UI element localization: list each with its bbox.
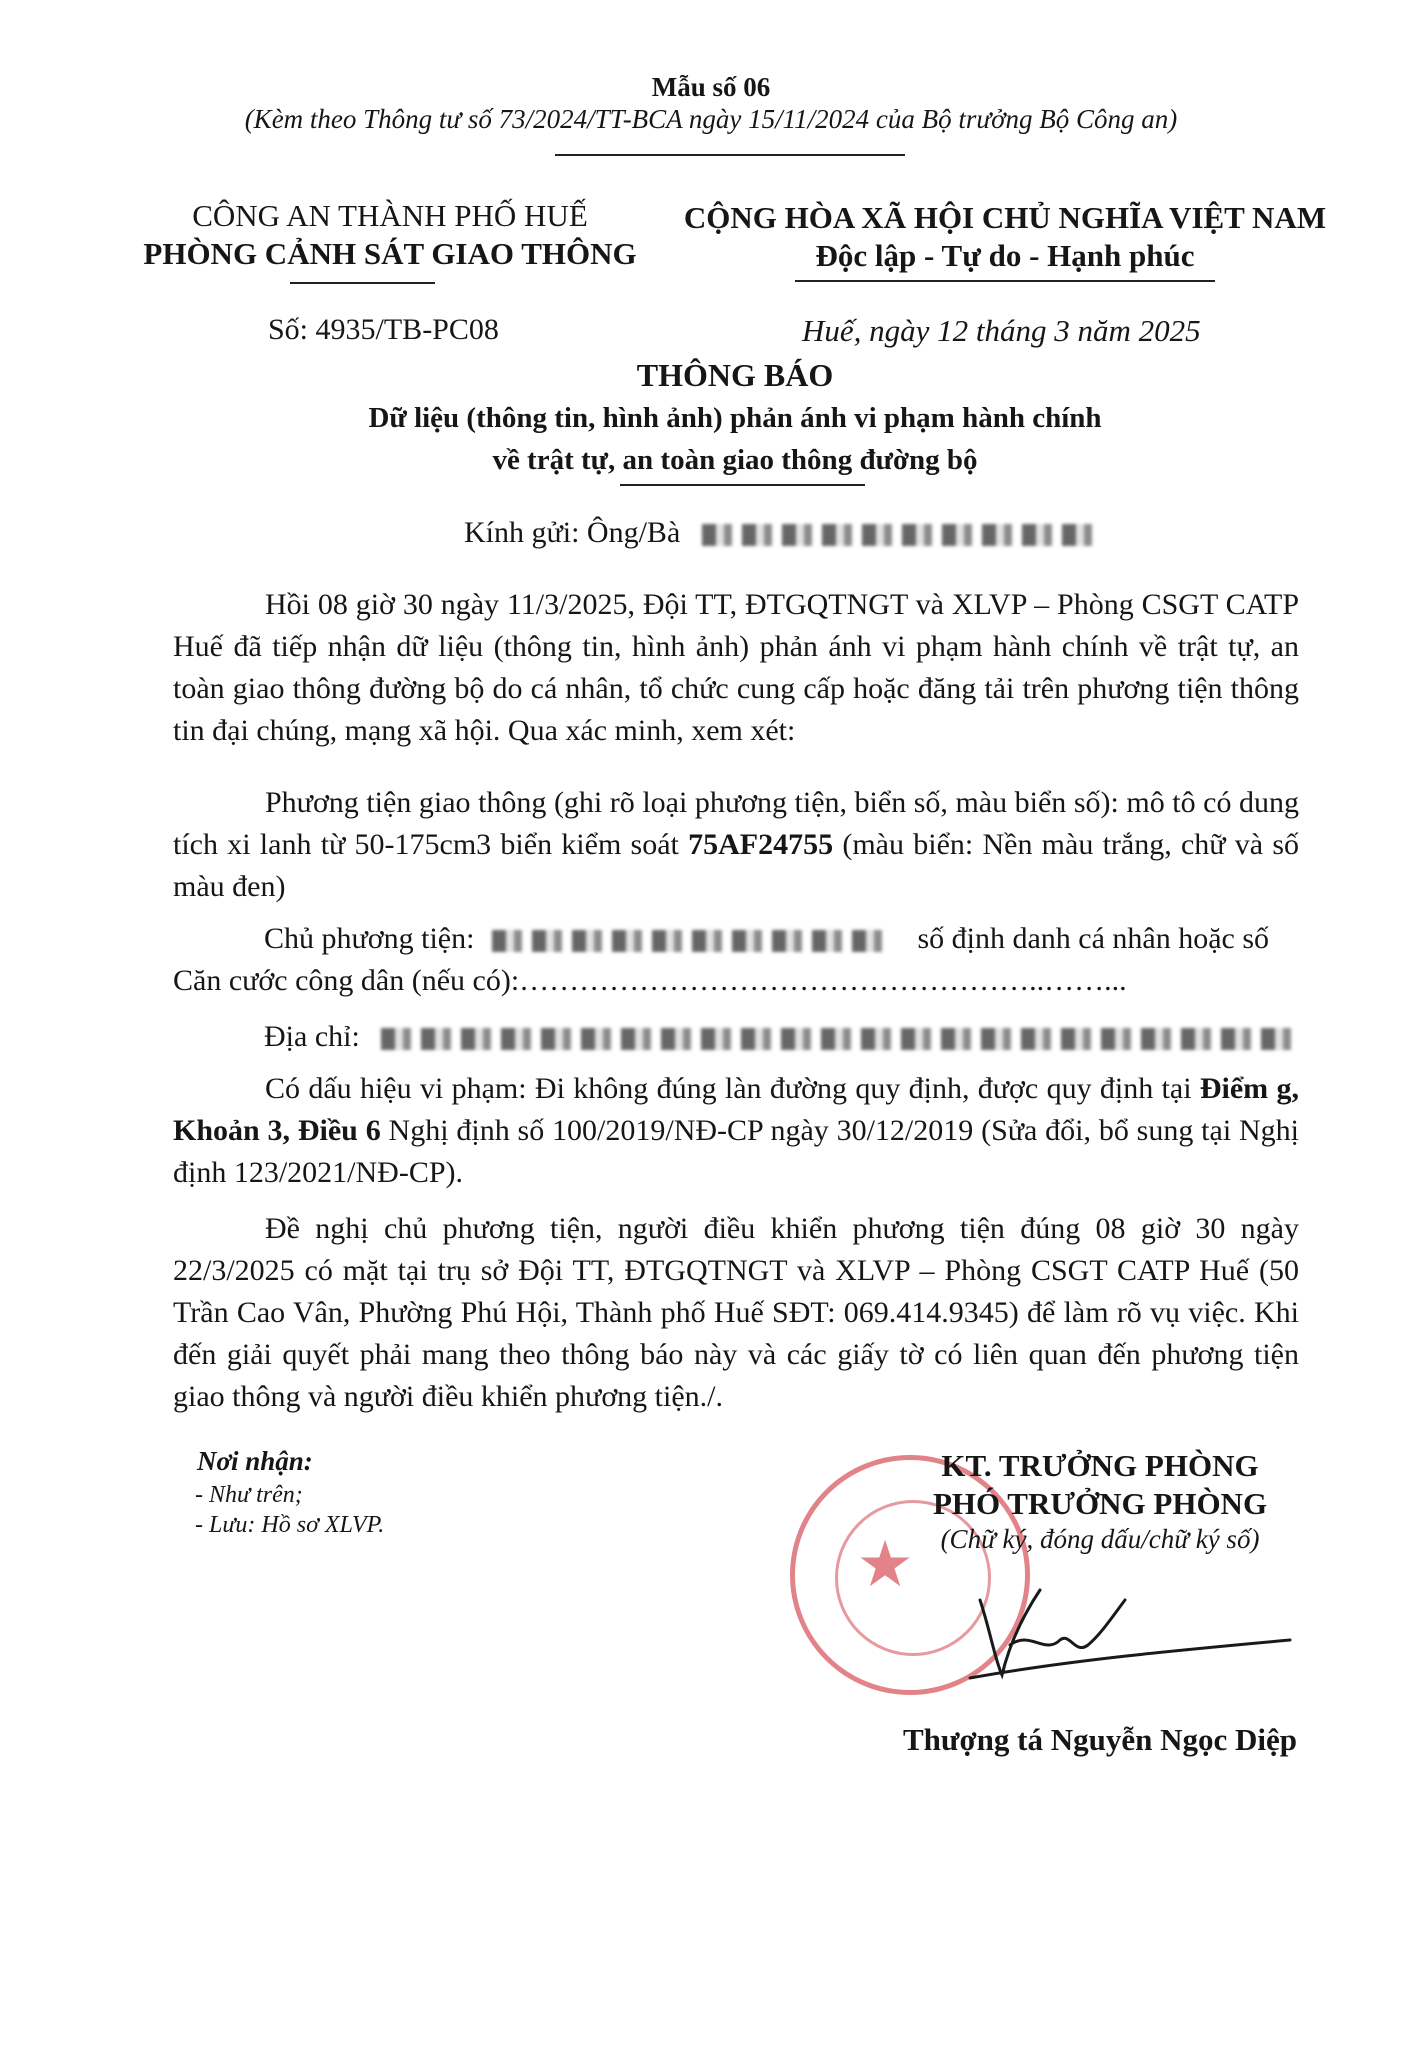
violation-text-after: Nghị định số 100/2019/NĐ-CP ngày 30/12/2019 (Sửa đổi, bổ sung tại Nghị định 123/2021/NĐ-CP). [173, 1114, 1299, 1189]
redacted-address [381, 1028, 1291, 1050]
form-reference: (Kèm theo Thông tư số 73/2024/TT-BCA ngày 15/11/2024 của Bộ trưởng Bộ Công an) [244, 104, 1178, 134]
handwritten-signature [950, 1560, 1300, 1690]
document-subtitle-2: về trật tự, an toàn giao thông đường bộ [492, 444, 978, 476]
subtitle-underline [620, 484, 865, 486]
signer-name: Thượng tá Nguyễn Ngọc Diệp [902, 1722, 1298, 1757]
seal-star-icon: ★ [856, 1528, 914, 1602]
nation-line1: CỘNG HÒA XÃ HỘI CHỦ NGHĨA VIỆT NAM [683, 200, 1327, 235]
document-number: Số: 4935/TB-PC08 [268, 313, 499, 346]
vehicle-text-before: Phương tiện giao thông (ghi rõ loại phương tiện, biển số, màu biển số): mô tô có dung tích xi lanh từ 50-175cm3 biển kiểm soát [173, 786, 1299, 861]
recipient-row [464, 516, 1102, 550]
owner-label: Chủ phương tiện: [264, 922, 475, 955]
document-subtitle-1: Dữ liệu (thông tin, hình ảnh) phản ánh vi phạm hành chính [368, 402, 1102, 434]
address-row [264, 1020, 1291, 1054]
owner-id-line: Căn cước công dân (nếu có):……………………………………………..……... [173, 964, 1127, 997]
signature-note: (Chữ ký, đóng dấu/chữ ký số) [940, 1524, 1260, 1554]
recipient-label: Kính gửi: Ông/Bà [464, 516, 681, 549]
form-number: Mẫu số 06 [651, 72, 771, 102]
document-title: THÔNG BÁO [636, 357, 834, 393]
nation-line2: Độc lập - Tự do - Hạnh phúc [815, 238, 1195, 273]
recipients-item-1: - Như trên; [195, 1482, 303, 1508]
license-plate: 75AF24755 [688, 828, 834, 861]
signature-title-2: PHÓ TRƯỞNG PHÒNG [932, 1486, 1268, 1521]
signature-title-1: KT. TRƯỞNG PHÒNG [941, 1448, 1259, 1483]
address-label: Địa chỉ: [264, 1020, 360, 1053]
violation-text-before: Có dấu hiệu vi phạm: Đi không đúng làn đường quy định, được quy định tại [265, 1072, 1200, 1105]
agency-line1: CÔNG AN THÀNH PHỐ HUẾ [192, 198, 588, 233]
owner-row [264, 922, 1269, 956]
paragraph-intro: Hồi 08 giờ 30 ngày 11/3/2025, Đội TT, ĐTGQTNGT và XLVP – Phòng CSGT CATP Huế đã tiếp nhận dữ liệu (thông tin, hình ảnh) phản ánh vi phạm hành chính về trật tự, an toàn giao thông đường bộ do cá nhân, tổ chức cung cấp hoặc đăng tải trên phương tiện thông tin đại chúng, mạng xã hội. Qua xác minh, xem xét: [173, 588, 1299, 747]
redacted-owner-name [492, 930, 892, 952]
agency-line2: PHÒNG CẢNH SÁT GIAO THÔNG [143, 236, 637, 271]
paragraph-violation [173, 1068, 1299, 1194]
vehicle-text-after: (màu biển: Nền màu trắng, chữ và số màu đen) [173, 828, 1300, 903]
recipients-item-2: - Lưu: Hồ sơ XLVP. [195, 1512, 385, 1538]
violation-legal-ref: Điểm g, Khoản 3, Điều 6 [173, 1072, 1299, 1147]
nation-underline [795, 280, 1215, 282]
redacted-recipient-name [702, 524, 1102, 546]
place-date: Huế, ngày 12 tháng 3 năm 2025 [802, 313, 1201, 348]
paragraph-vehicle [173, 782, 1299, 908]
owner-id-suffix: số định danh cá nhân hoặc số [917, 922, 1270, 955]
header-divider [555, 154, 905, 156]
paragraph-request: Đề nghị chủ phương tiện, người điều khiển phương tiện đúng 08 giờ 30 ngày 22/3/2025 có mặt tại trụ sở Đội TT, ĐTGQTNGT và XLVP – Phòng CSGT CATP Huế (50 Trần Cao Vân, Phường Phú Hội, Thành phố Huế SĐT: 069.414.9345) để làm rõ vụ việc. Khi đến giải quyết phải mang theo thông báo này và các giấy tờ có liên quan đến phương tiện giao thông và người điều khiển phương tiện./. [173, 1212, 1299, 1413]
recipients-heading: Nơi nhận: [197, 1446, 313, 1476]
agency-underline [290, 282, 435, 284]
